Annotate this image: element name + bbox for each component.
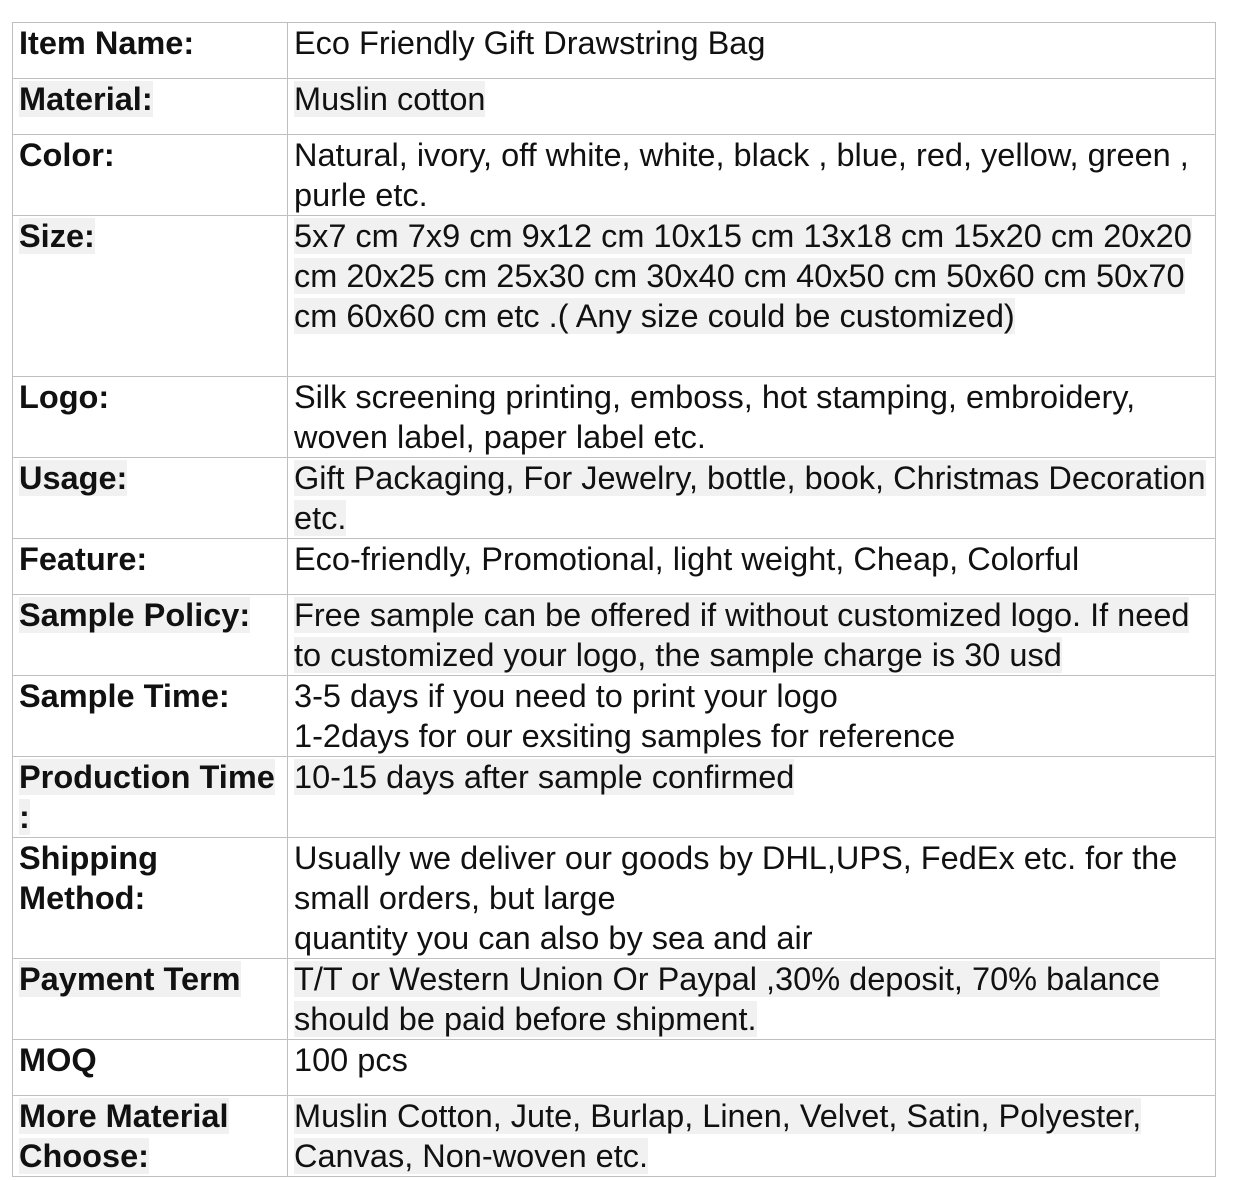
spec-label xyxy=(13,23,288,79)
spec-row-logo xyxy=(13,377,1216,458)
spec-value-text: 10-15 days after sample confirmed xyxy=(294,759,795,795)
spec-label xyxy=(13,377,288,458)
spec-label-text: MOQ xyxy=(19,1042,97,1078)
spec-value xyxy=(288,838,1216,959)
spec-label xyxy=(13,959,288,1040)
spec-value-text: Eco-friendly, Promotional, light weight, Cheap, Colorful xyxy=(294,541,1080,577)
spec-label xyxy=(13,458,288,539)
spec-row-item-name xyxy=(13,23,1216,79)
spec-value-text: Silk screening printing, emboss, hot stamping, embroidery, woven label, paper label etc. xyxy=(294,379,1136,455)
spec-row-material xyxy=(13,79,1216,135)
spec-row-size xyxy=(13,216,1216,377)
spec-row-shipping-method xyxy=(13,838,1216,959)
spec-value-text: Muslin cotton xyxy=(294,81,486,117)
spec-label-text: Sample Time: xyxy=(19,678,230,714)
spec-label xyxy=(13,1096,288,1177)
spec-label-text: Item Name: xyxy=(19,25,195,61)
spec-label-text: Size: xyxy=(19,218,95,254)
spec-label xyxy=(13,676,288,757)
spec-row-payment-term xyxy=(13,959,1216,1040)
spec-value xyxy=(288,377,1216,458)
spec-label-text: Feature: xyxy=(19,541,148,577)
spec-row-feature xyxy=(13,539,1216,595)
spec-value-text: Usually we deliver our goods by DHL,UPS, FedEx etc. for the small orders, but large quantity you can also by sea and air xyxy=(294,840,1178,956)
spec-value-text: 5x7 cm 7x9 cm 9x12 cm 10x15 cm 13x18 cm 15x20 cm 20x20 cm 20x25 cm 25x30 cm 30x40 cm 40x50 cm 50x60 cm 50x70 cm 60x60 cm etc .( Any size could be customized) xyxy=(294,218,1192,334)
spec-value xyxy=(288,216,1216,377)
spec-label-text: Shipping Method: xyxy=(19,840,158,916)
spec-row-color xyxy=(13,135,1216,216)
spec-row-usage xyxy=(13,458,1216,539)
product-spec-table xyxy=(12,22,1216,1177)
spec-value-text: 3-5 days if you need to print your logo 1-2days for our exsiting samples for reference xyxy=(294,678,956,754)
spec-label xyxy=(13,79,288,135)
spec-value-text: T/T or Western Union Or Paypal ,30% deposit, 70% balance should be paid before shipment. xyxy=(294,961,1160,1037)
spec-row-sample-policy xyxy=(13,595,1216,676)
spec-value xyxy=(288,757,1216,838)
spec-label-text: Usage: xyxy=(19,460,128,496)
spec-row-production-time xyxy=(13,757,1216,838)
spec-label xyxy=(13,216,288,377)
spec-label xyxy=(13,135,288,216)
spec-value xyxy=(288,1096,1216,1177)
spec-value xyxy=(288,23,1216,79)
spec-label xyxy=(13,757,288,838)
spec-label xyxy=(13,539,288,595)
spec-row-sample-time xyxy=(13,676,1216,757)
spec-label-text: Logo: xyxy=(19,379,110,415)
spec-label-text: Color: xyxy=(19,137,115,173)
spec-value xyxy=(288,79,1216,135)
spec-label-text: Payment Term xyxy=(19,961,241,997)
spec-value xyxy=(288,539,1216,595)
spec-label-text: More Material Choose: xyxy=(19,1098,229,1174)
spec-label-text: Sample Policy: xyxy=(19,597,251,633)
spec-value-text: Free sample can be offered if without customized logo. If need to customized your logo, the sample charge is 30 usd xyxy=(294,597,1190,673)
spec-value xyxy=(288,458,1216,539)
spec-value xyxy=(288,959,1216,1040)
spec-row-moq xyxy=(13,1040,1216,1096)
spec-value xyxy=(288,135,1216,216)
spec-value-text: Gift Packaging, For Jewelry, bottle, book, Christmas Decoration etc. xyxy=(294,460,1206,536)
spec-value-text: 100 pcs xyxy=(294,1042,408,1078)
spec-label xyxy=(13,838,288,959)
spec-value xyxy=(288,1040,1216,1096)
spec-value-text: Eco Friendly Gift Drawstring Bag xyxy=(294,25,766,61)
spec-value xyxy=(288,595,1216,676)
spec-label-text: Production Time : xyxy=(19,759,275,835)
spec-label-text: Material: xyxy=(19,81,153,117)
spec-row-more-material xyxy=(13,1096,1216,1177)
spec-value-text: Muslin Cotton, Jute, Burlap, Linen, Velvet, Satin, Polyester, Canvas, Non-woven etc. xyxy=(294,1098,1142,1174)
spec-value xyxy=(288,676,1216,757)
spec-label xyxy=(13,595,288,676)
spec-value-text: Natural, ivory, off white, white, black , blue, red, yellow, green , purle etc. xyxy=(294,137,1189,213)
spec-label xyxy=(13,1040,288,1096)
